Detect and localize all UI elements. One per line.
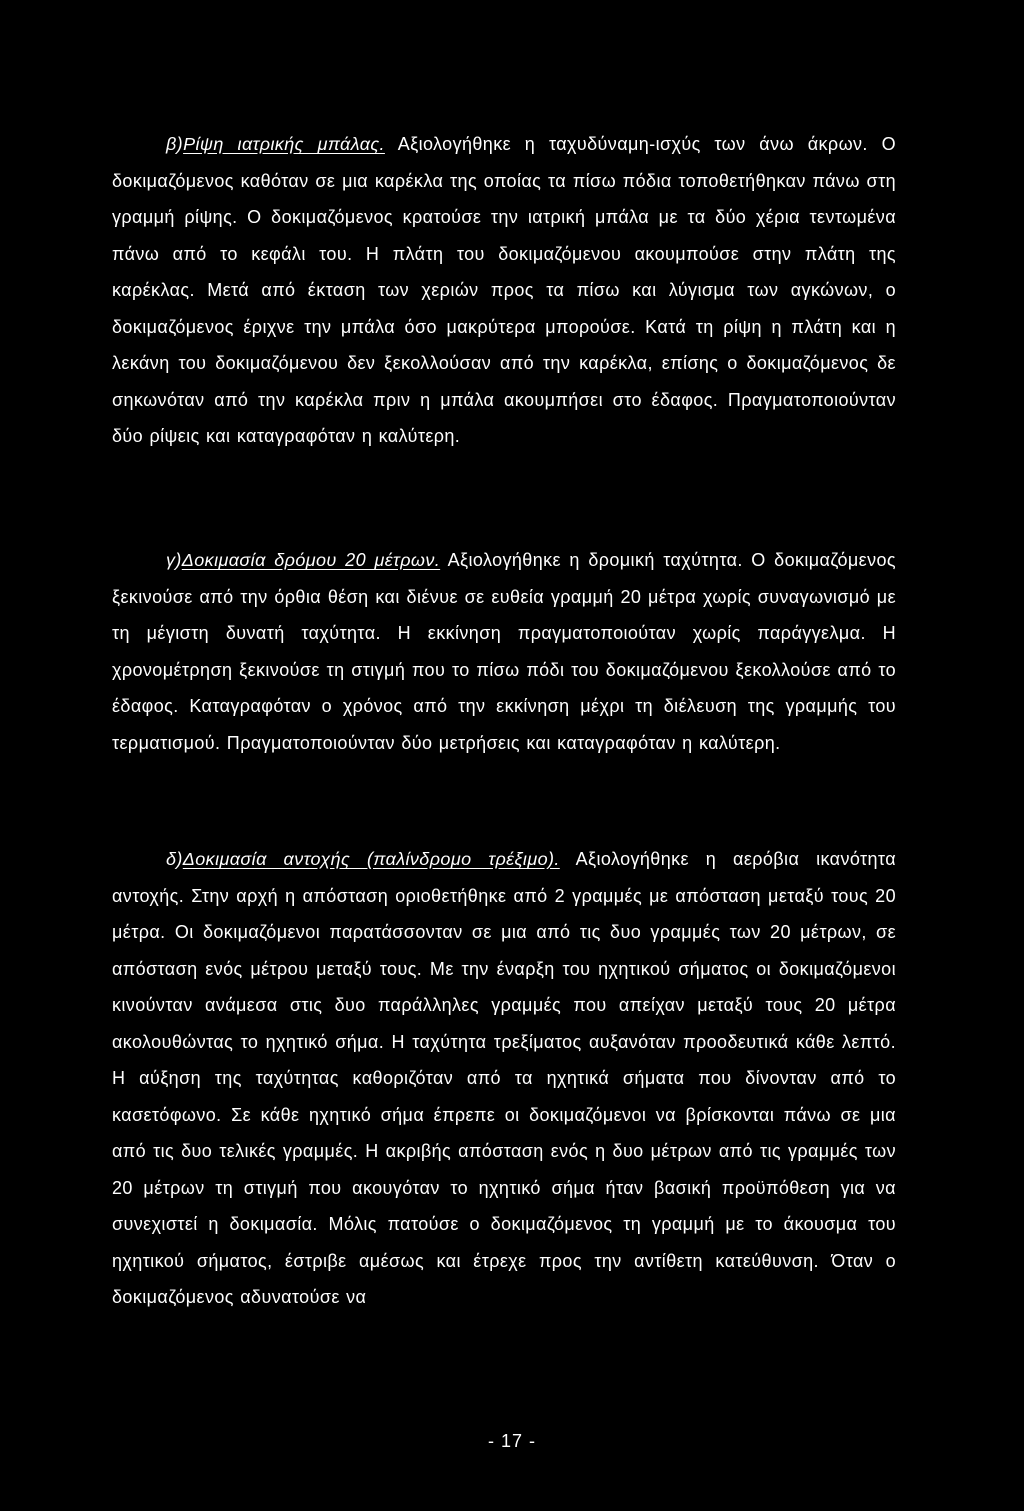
section-b-paragraph — [112, 126, 896, 455]
section-d-paragraph — [112, 841, 896, 1316]
section-c-heading: Δοκιμασία δρόμου 20 μέτρων. — [181, 550, 441, 570]
section-d-prefix: δ) — [166, 849, 183, 869]
section-b-prefix: β) — [166, 134, 184, 154]
section-c-prefix: γ) — [166, 550, 182, 570]
section-d-body: Αξιολογήθηκε η αερόβια ικανότητα αντοχής. Στην αρχή η απόσταση οριοθετήθηκε από 2 γραμμές με απόσταση μεταξύ τους 20 μέτρα. Οι δοκιμαζόμενοι παρατάσσονταν σε μια από τις δυο γραμμές των 20 μέτρων, σε απόσταση ενός μέτρου μεταξύ τους. Με την έναρξη του ηχητικού σήματος οι δοκιμαζόμενοι κινούνταν ανάμεσα στις δυο παράλληλες γραμμές που απείχαν μεταξύ τους 20 μέτρα ακολουθώντας το ηχητικό σήμα. Η ταχύτητα τρεξίματος αυξανόταν προοδευτικά κάθε λεπτό. Η αύξηση της ταχύτητας καθοριζόταν από τα ηχητικά σήματα που δίνονταν από το κασετόφωνο. Σε κάθε ηχητικό σήμα έπρεπε οι δοκιμαζόμενοι να βρίσκονται πάνω σε μια από τις δυο τελικές γραμμές. Η ακριβής απόσταση ενός η δυο μέτρων από τις γραμμές των 20 μέτρων τη στιγμή που ακουγόταν το ηχητικό σήμα ήταν βασική προϋπόθεση για να συνεχιστεί η δοκιμασία. Μόλις πατούσε ο δοκιμαζόμενος τη γραμμή με το άκουσμα του ηχητικού σήματος, έστριβε αμέσως και έτρεχε προς την αντίθετη κατεύθυνση. Όταν ο δοκιμαζόμενος αδυνατούσε να — [112, 849, 896, 1307]
section-c-body: Αξιολογήθηκε η δρομική ταχύτητα. Ο δοκιμαζόμενος ξεκινούσε από την όρθια θέση και διένυε σε ευθεία γραμμή 20 μέτρα χωρίς συναγωνισμό με τη μέγιστη δυνατή ταχύτητα. Η εκκίνηση πραγματοποιούταν χωρίς παράγγελμα. Η χρονομέτρηση ξεκινούσε τη στιγμή που το πίσω πόδι του δοκιμαζόμενου ξεκολλούσε από το έδαφος. Καταγραφόταν ο χρόνος από την εκκίνηση μέχρι τη διέλευση της γραμμής του τερματισμού. Πραγματοποιούνταν δύο μετρήσεις και καταγραφόταν η καλύτερη. — [112, 550, 896, 753]
section-b-body: Αξιολογήθηκε η ταχυδύναμη-ισχύς των άνω άκρων. Ο δοκιμαζόμενος καθόταν σε μια καρέκλα της οποίας τα πίσω πόδια τοποθετήθηκαν πάνω στη γραμμή ρίψης. Ο δοκιμαζόμενος κρατούσε την ιατρική μπάλα με τα δύο χέρια τεντωμένα πάνω από το κεφάλι του. Η πλάτη του δοκιμαζόμενου ακουμπούσε στην πλάτη της καρέκλας. Μετά από έκταση των χεριών προς τα πίσω και λύγισμα των αγκώνων, ο δοκιμαζόμενος έριχνε την μπάλα όσο μακρύτερα μπορούσε. Κατά τη ρίψη η πλάτη και η λεκάνη του δοκιμαζόμενου δεν ξεκολλούσαν από την καρέκλα, επίσης ο δοκιμαζόμενος δε σηκωνόταν από την καρέκλα πριν η μπάλα ακουμπήσει στο έδαφος. Πραγματοποιούνταν δύο ρίψεις και καταγραφόταν η καλύτερη. — [112, 134, 896, 446]
section-d-heading: Δοκιμασία αντοχής (παλίνδρομο τρέξιμο). — [182, 849, 560, 869]
page-number: - 17 - — [487, 1431, 536, 1451]
section-b-heading: Ρίψη ιατρικής μπάλας. — [183, 134, 385, 154]
section-c-paragraph — [112, 542, 896, 761]
